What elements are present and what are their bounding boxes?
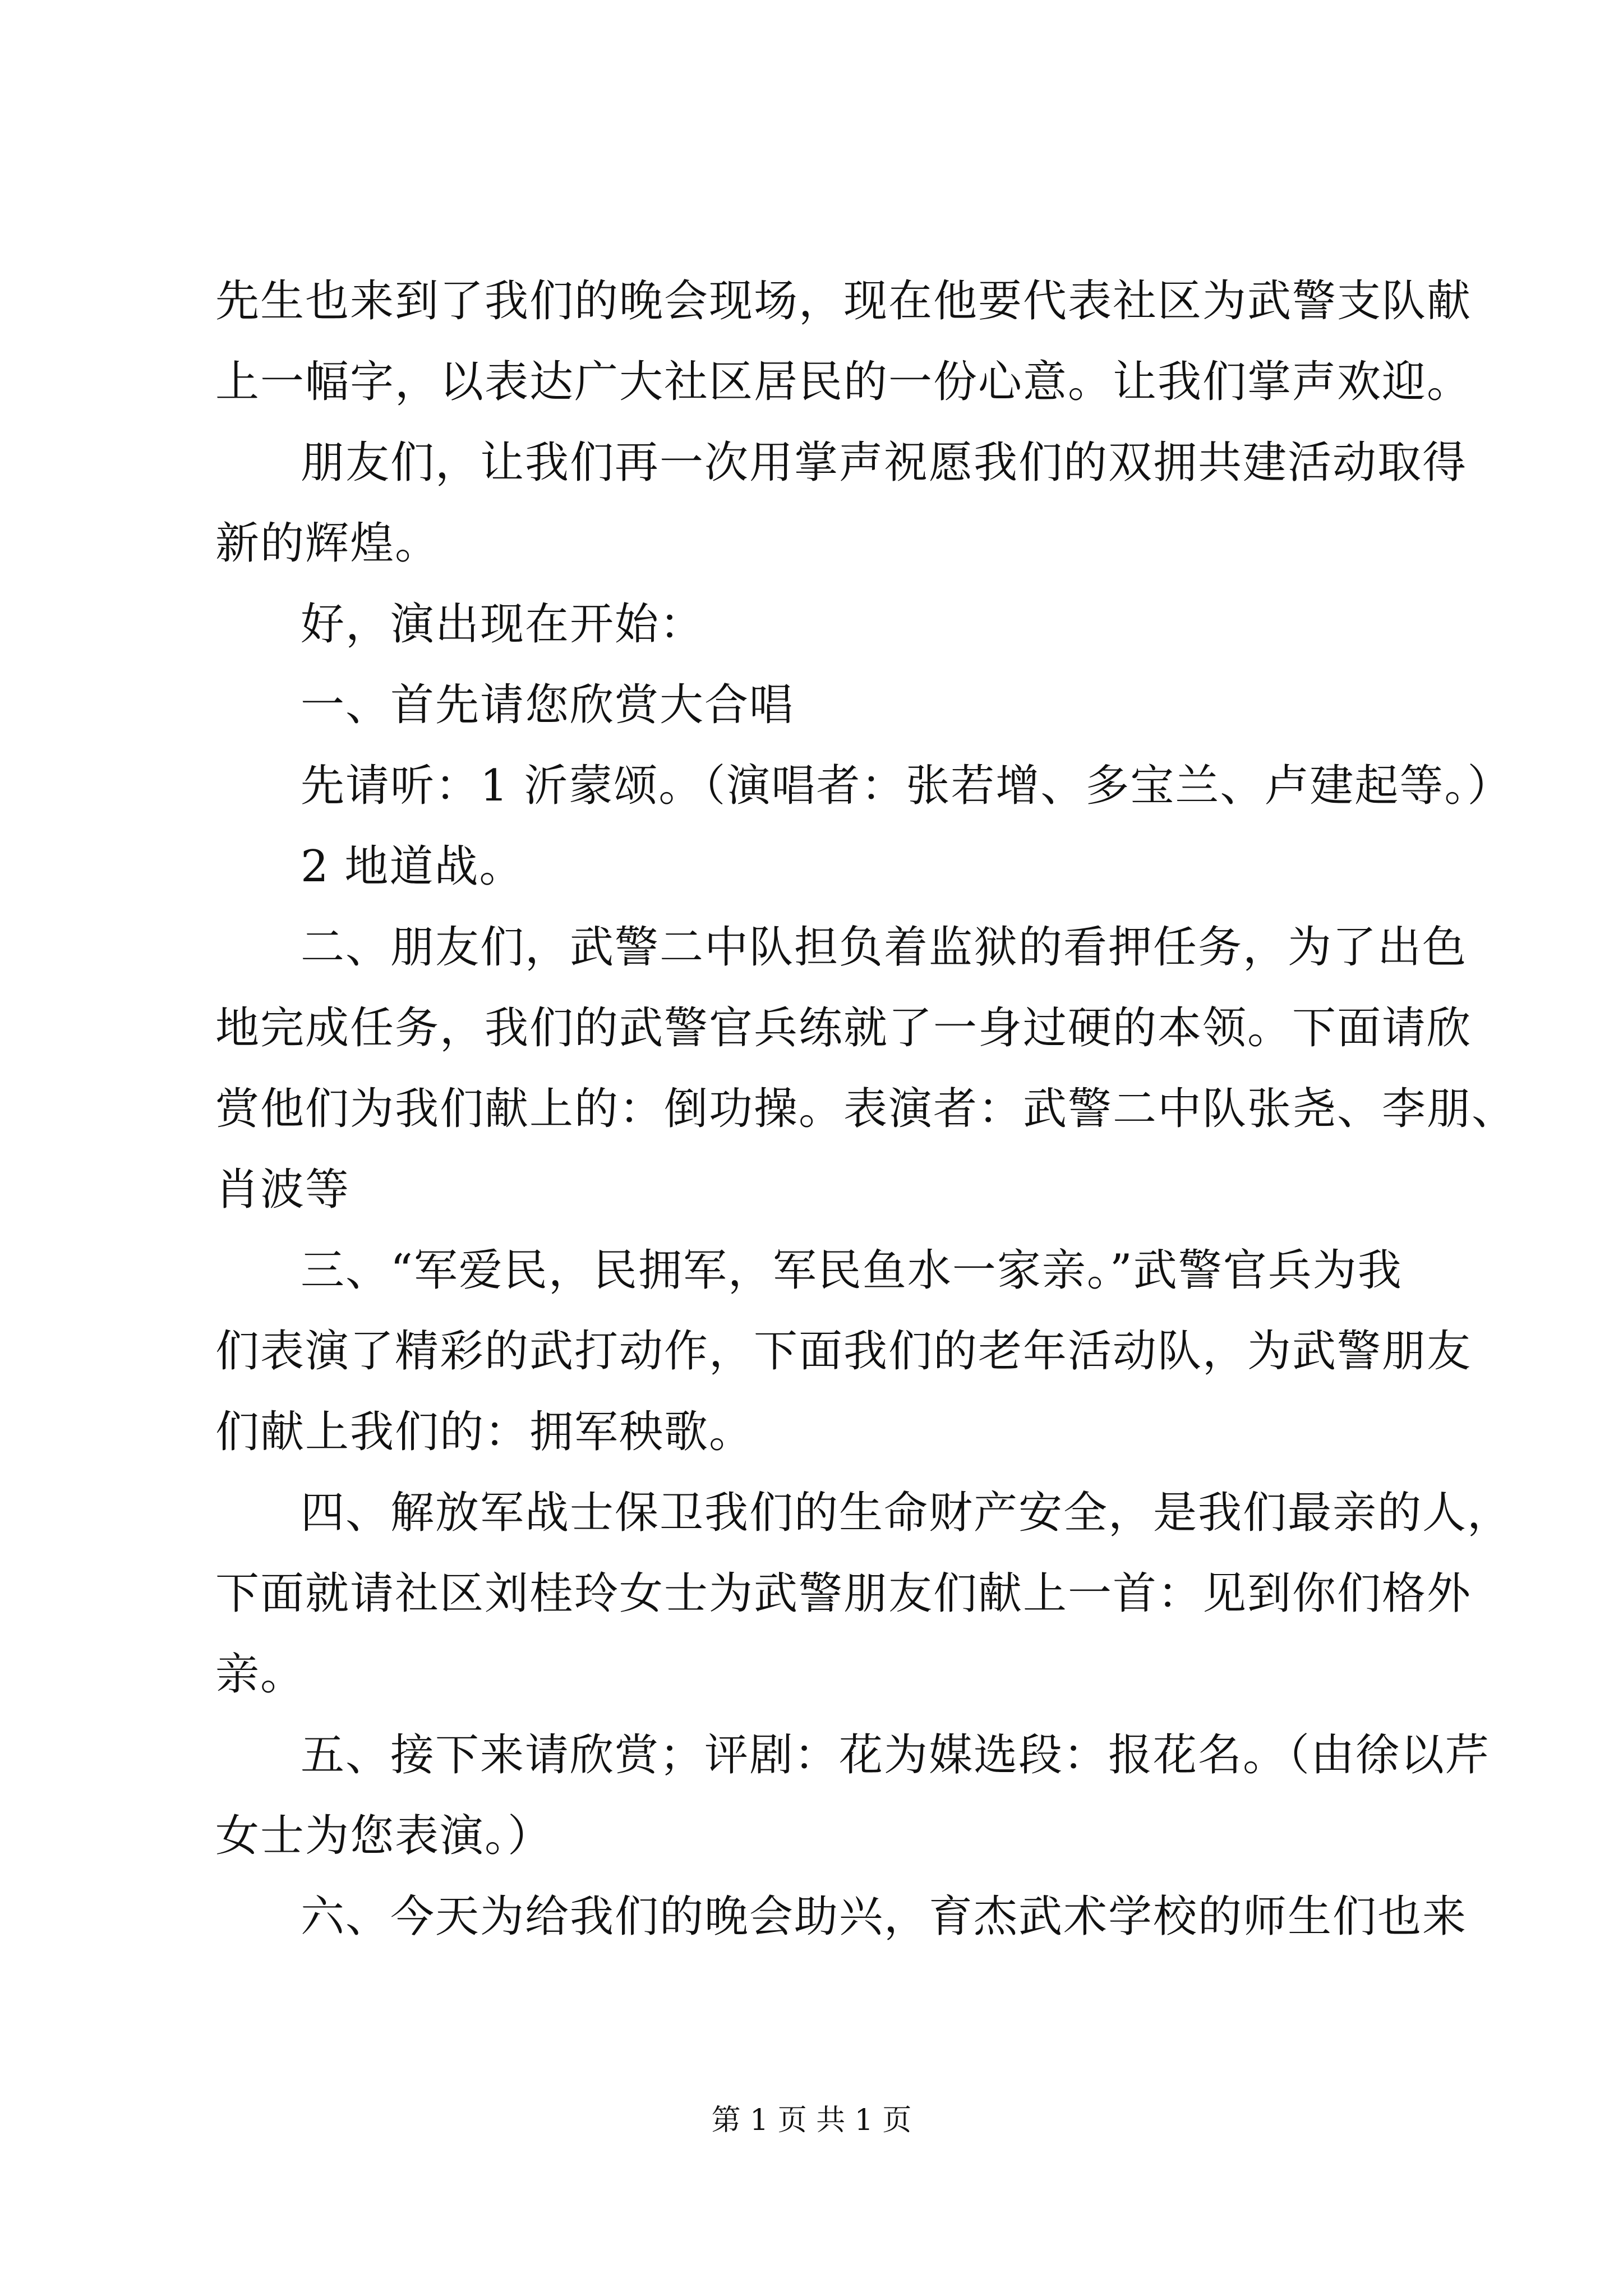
text-line: 四、解放军战士保卫我们的生命财产安全，是我们最亲的人， bbox=[301, 1488, 1513, 1538]
page-footer bbox=[0, 2101, 1623, 2140]
text-line: 二、朋友们，武警二中队担负着监狱的看押任务，为了出色 bbox=[301, 922, 1468, 973]
text-line: 新的辉煌。 bbox=[215, 518, 440, 569]
page-number-indicator: 第 1 页 共 1 页 bbox=[711, 2104, 912, 2137]
text-line: 亲。 bbox=[215, 1649, 306, 1700]
text-line: 六、今天为给我们的晚会助兴，育杰武术学校的师生们也来 bbox=[301, 1892, 1468, 1942]
text-line: 们献上我们的：拥军秧歌。 bbox=[215, 1407, 754, 1457]
document-body bbox=[215, 261, 1517, 1957]
text-line: 三、“军爱民，民拥军，军民鱼水一家亲。”武警官兵为我 bbox=[301, 1245, 1403, 1296]
text-line: 们表演了精彩的武打动作，下面我们的老年活动队，为武警朋友 bbox=[215, 1326, 1472, 1377]
text-line: 朋友们，让我们再一次用掌声祝愿我们的双拥共建活动取得 bbox=[301, 438, 1468, 488]
text-line: 地完成任务，我们的武警官兵练就了一身过硬的本领。下面请欣 bbox=[215, 1003, 1472, 1053]
text-line: 五、接下来请欣赏；评剧：花为媒选段：报花名。（由徐以芹 bbox=[301, 1730, 1491, 1780]
text-line: 2 地道战。 bbox=[301, 841, 524, 892]
text-line: 肖波等 bbox=[215, 1165, 351, 1215]
text-line: 下面就请社区刘桂玲女士为武警朋友们献上一首：见到你们格外 bbox=[215, 1568, 1472, 1619]
text-line: 先请听：1 沂蒙颂。（演唱者：张若增、多宝兰、卢建起等。） bbox=[301, 761, 1513, 811]
text-line: 先生也来到了我们的晚会现场，现在他要代表社区为武警支队献 bbox=[215, 276, 1472, 326]
text-line: 女士为您表演。） bbox=[215, 1811, 553, 1861]
text-line: 一、首先请您欣赏大合唱 bbox=[301, 680, 795, 730]
text-line: 好，演出现在开始： bbox=[301, 599, 705, 650]
text-line: 上一幅字，以表达广大社区居民的一份心意。让我们掌声欢迎。 bbox=[215, 357, 1472, 407]
text-line: 赏他们为我们献上的：倒功操。表演者：武警二中队张尧、李朋、 bbox=[215, 1084, 1517, 1134]
